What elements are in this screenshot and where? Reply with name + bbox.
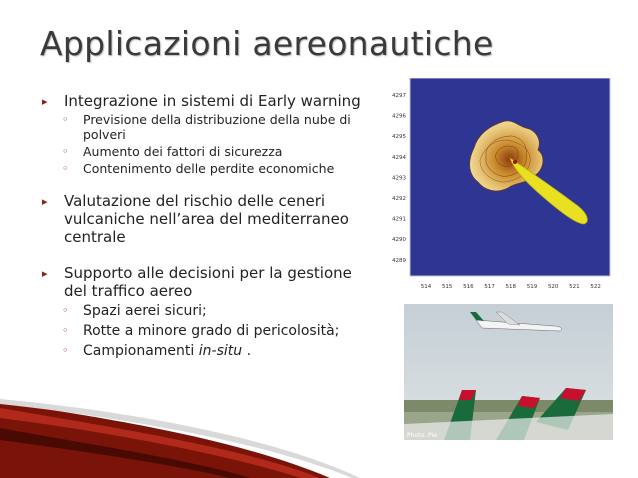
hollow-circle-icon: ◦	[62, 113, 69, 126]
sub-bullet-text: Spazi aerei sicuri;	[83, 303, 207, 319]
x-tick-label: 520	[547, 284, 559, 290]
triangle-right-icon: ▸	[42, 267, 48, 280]
triangle-right-icon: ▸	[42, 195, 48, 208]
hollow-circle-icon: ◦	[62, 162, 69, 175]
y-tick-label: 4297	[392, 93, 406, 99]
y-tick-label: 4294	[392, 154, 406, 161]
x-tick-label: 517	[484, 284, 495, 290]
y-tick-label: 4291	[392, 216, 406, 223]
sub-bullet-text: Contenimento delle perdite economiche	[83, 161, 335, 176]
bullet-text: Integrazione in sistemi di Early warning	[64, 92, 361, 110]
x-tick-label: 522	[590, 284, 601, 290]
y-tick-label: 4289	[392, 257, 406, 264]
sub-bullet-text: Previsione della distribuzione della nube di polveri	[83, 112, 351, 142]
slide-title: Applicazioni aereonautiche	[40, 24, 494, 63]
italic-term: in-situ	[198, 343, 243, 359]
x-tick-label: 518	[505, 284, 517, 290]
y-tick-label: 4293	[392, 175, 406, 182]
x-tick-label: 514	[420, 284, 432, 290]
bullet-text: Supporto alle decisioni per la gestione del traffico aereo	[64, 264, 352, 300]
y-tick-label: 4295	[392, 134, 406, 141]
sub-bullet-text: Aumento dei fattori di sicurezza	[83, 144, 283, 159]
triangle-right-icon: ▸	[42, 95, 48, 108]
x-tick-label: 515	[441, 284, 453, 290]
hollow-circle-icon: ◦	[62, 324, 69, 337]
y-tick-label: 4292	[392, 196, 406, 202]
hollow-circle-icon: ◦	[62, 304, 69, 317]
y-tick-label: 4296	[392, 113, 406, 120]
x-tick-label: 521	[569, 284, 580, 290]
sub-bullet-tail: .	[242, 343, 252, 359]
x-tick-label: 516	[463, 284, 474, 290]
photo-credit: Photo: Pie	[407, 432, 437, 439]
hollow-circle-icon: ◦	[62, 145, 69, 158]
sub-bullet-text: Rotte a minore grado di pericolosità;	[83, 323, 340, 339]
y-tick-label: 4290	[392, 237, 406, 244]
bullet-text: Valutazione del rischio delle ceneri vulcaniche nell’area del mediterraneo centrale	[64, 192, 349, 246]
sub-bullet-text: Campionamenti	[83, 343, 199, 359]
hollow-circle-icon: ◦	[62, 344, 69, 357]
x-tick-label: 519	[526, 284, 538, 290]
